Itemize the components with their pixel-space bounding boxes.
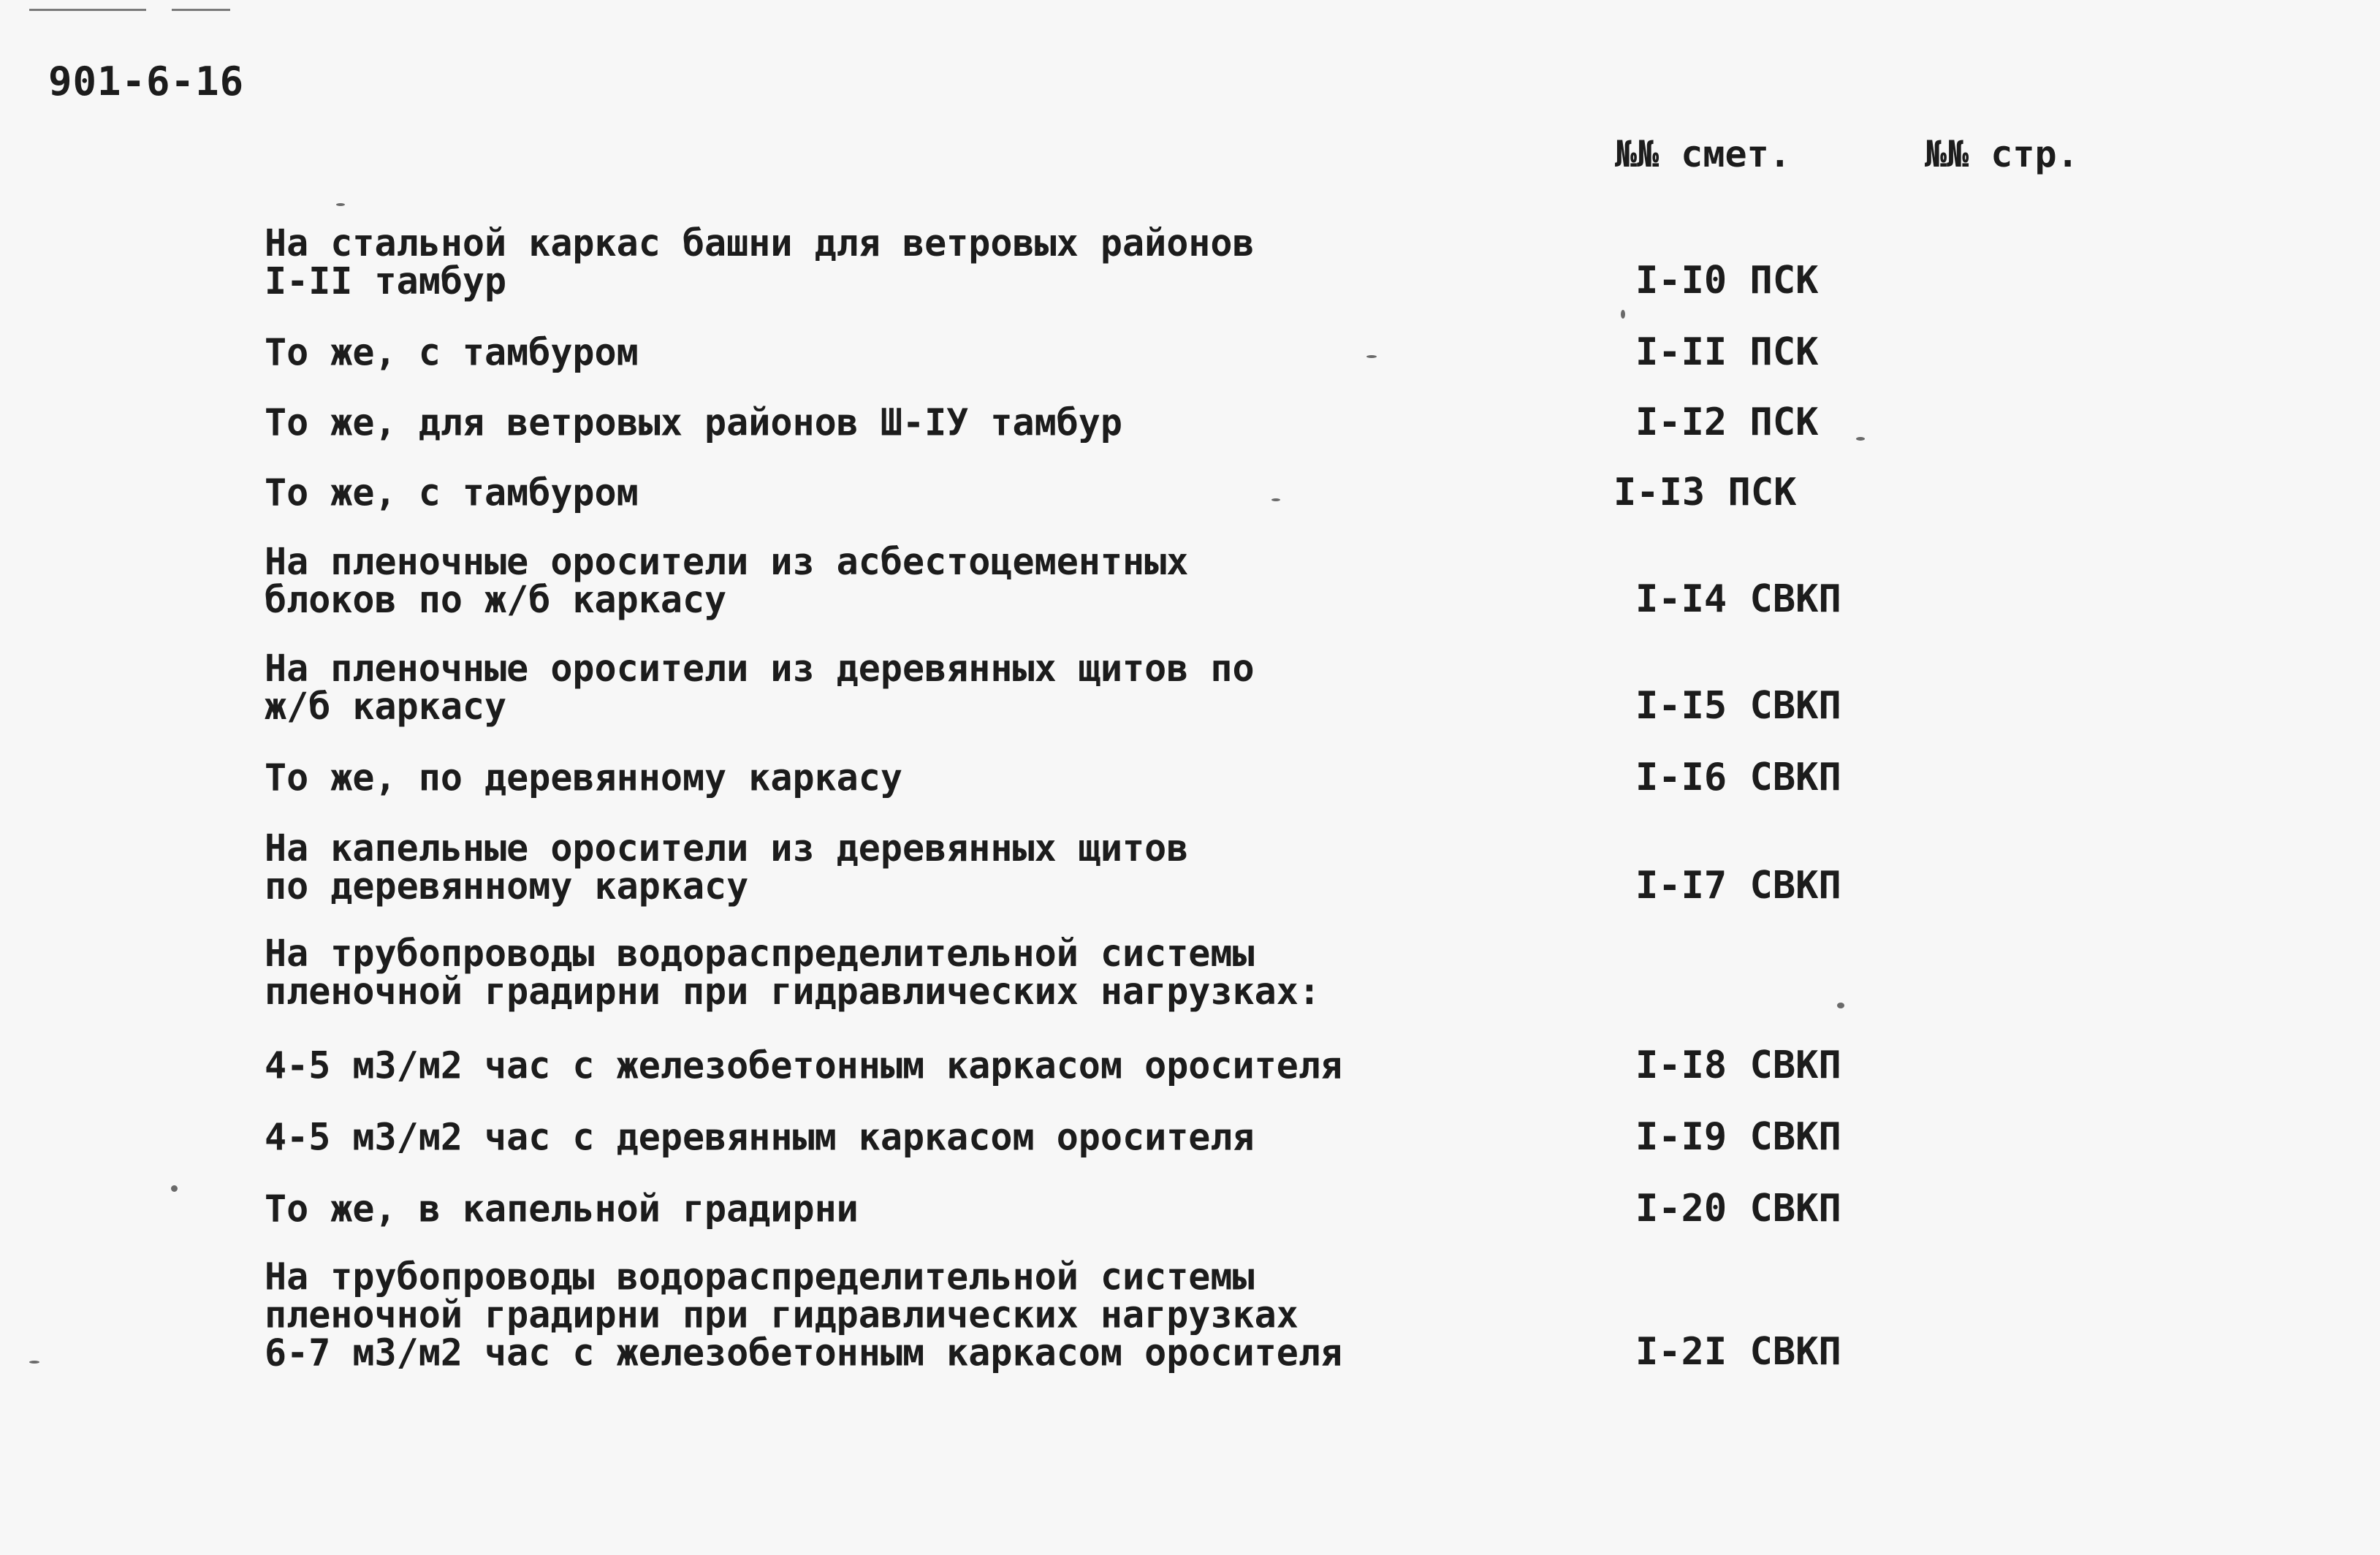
- scan-speck: [1621, 310, 1625, 319]
- entry-description: 4-5 м3/м2 час с железобетонным каркасом оросителя: [265, 1043, 1343, 1087]
- entry-estimate-number: I-I9 СВКП: [1635, 1115, 1841, 1159]
- entry-description: То же, с тамбуром: [265, 330, 639, 374]
- entry-description: То же, в капельной градирни: [265, 1187, 859, 1231]
- scan-speck: [171, 1185, 178, 1192]
- entry-description: То же, по деревянному каркасу: [265, 756, 902, 799]
- scan-speck: [336, 203, 345, 206]
- entry-estimate-number: I-20 СВКП: [1635, 1187, 1841, 1231]
- entry-estimate-number: I-I0 ПСК: [1635, 259, 1819, 303]
- scan-speck: [29, 1361, 39, 1364]
- entry-estimate-number: I-I2 ПСК: [1635, 400, 1819, 444]
- entry-description: На пленочные оросители из деревянных щитов по ж/б каркасу: [265, 646, 1255, 729]
- entry-description: На капельные оросители из деревянных щитов по деревянному каркасу: [265, 826, 1189, 908]
- entry-description: То же, для ветровых районов Ш-IУ тамбур: [265, 400, 1122, 444]
- entry-estimate-number: I-I3 ПСК: [1613, 471, 1797, 514]
- scan-speck: [1856, 437, 1865, 441]
- entry-estimate-number: I-II ПСК: [1635, 330, 1819, 374]
- estimate-entry: [265, 523, 2238, 622]
- entry-description: 4-5 м3/м2 час с деревянным каркасом оросителя: [265, 1115, 1255, 1159]
- entry-description: На пленочные оросители из асбестоцементных блоков по ж/б каркасу: [265, 539, 1189, 622]
- entry-estimate-number: I-I5 СВКП: [1635, 684, 1841, 728]
- top-rule-right: [172, 9, 230, 11]
- estimate-entry: [265, 417, 2238, 512]
- entry-estimate-number: I-I4 СВКП: [1635, 577, 1841, 621]
- estimate-entry: [265, 810, 2238, 908]
- estimate-entry: [265, 1255, 2238, 1375]
- entry-description: На стальной каркас башни для ветровых районов I-II тамбур: [265, 221, 1255, 303]
- estimate-entry: [265, 702, 2238, 799]
- estimate-entry: [265, 1133, 2238, 1231]
- entry-description: На трубопроводы водораспределительной системы пленочной градирни при гидравлических нагрузках:: [265, 931, 1320, 1014]
- entry-estimate-number: I-I7 СВКП: [1635, 864, 1841, 908]
- document-code: 901-6-16: [48, 58, 245, 104]
- top-rule-left: [29, 9, 146, 11]
- entry-estimate-number: I-I6 СВКП: [1635, 756, 1841, 799]
- scan-speck: [1271, 498, 1280, 501]
- entry-description: То же, с тамбуром: [265, 471, 639, 514]
- header-estimate-number: №№ смет.: [1615, 133, 1791, 175]
- entry-estimate-number: I-I8 СВКП: [1635, 1043, 1841, 1087]
- entry-description: На трубопроводы водораспределительной системы пленочной градирни при гидравлических нагрузках 6-7 м3/м2 час с железобетонным каркасом оросителя: [265, 1255, 1343, 1375]
- entry-estimate-number: I-2I СВКП: [1635, 1330, 1841, 1374]
- scan-speck: [1366, 355, 1377, 358]
- scan-speck: [1837, 1003, 1844, 1008]
- header-page-number: №№ стр.: [1925, 133, 2079, 175]
